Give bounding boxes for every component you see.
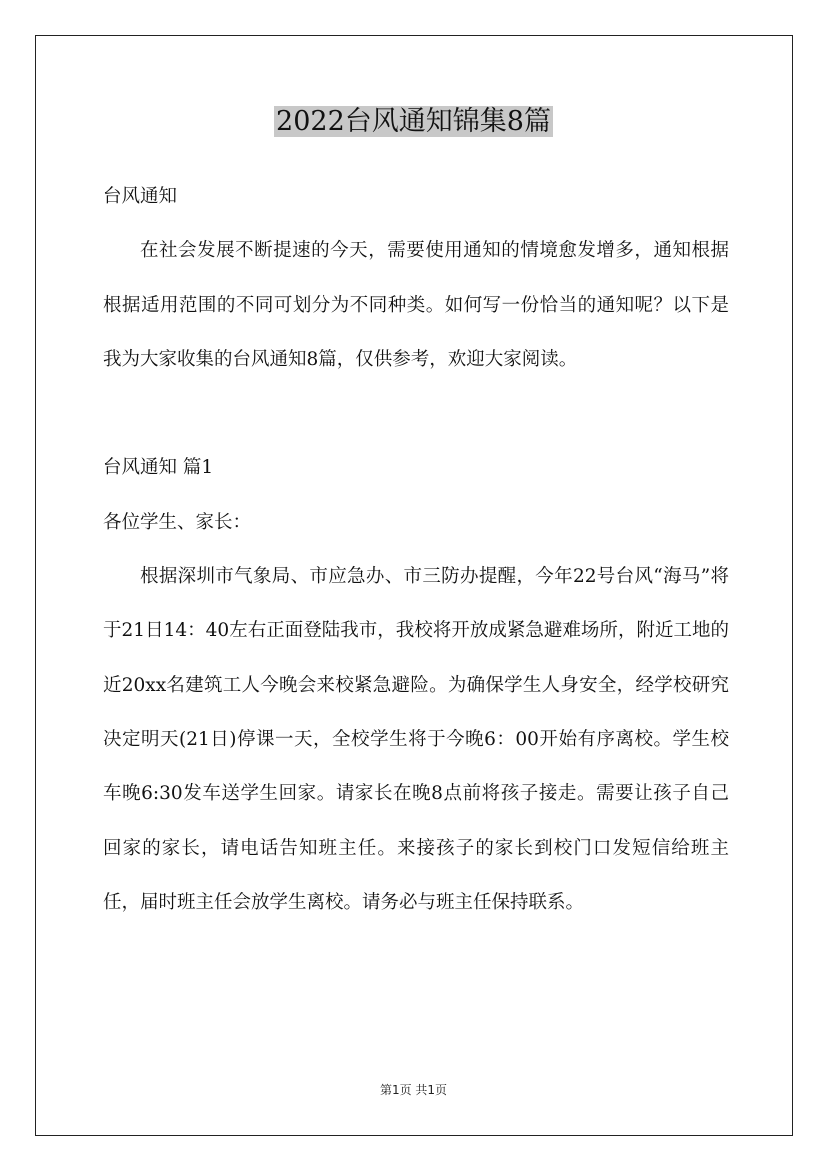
page-footer: 第1页 共1页 <box>379 1083 448 1097</box>
section1-salutation: 各位学生、家长： <box>103 511 252 533</box>
section1-heading: 台风通知 篇1 <box>103 457 214 479</box>
document-title-text: 2022台风通知锦集8篇 <box>276 106 551 137</box>
document-body <box>103 170 729 930</box>
intro-paragraph: 在社会发展不断提速的今天，需要使用通知的情境愈发增多，通知根据根据适用范围的不同可划分为不同种类。如何写一份恰当的通知呢？以下是我为大家收集的台风通知8篇，仅供参考，欢迎大家阅读。 <box>103 240 729 370</box>
intro-heading: 台风通知 <box>103 186 178 207</box>
section1-paragraph: 根据深圳市气象局、市应急办、市三防办提醒，今年22号台风“海马”将于21日14：40左右正面登陆我市，我校将开放成紧急避难场所，附近工地的近20xx名建筑工人今晚会来校紧急避险。为确保学生人身安全，经学校研究决定明天(21日)停课一天，全校学生将于今晚6：00开始有序离校。学生校车晚6:30发车送学生回家。请家长在晚8点前将孩子接走。需要让孩子自己回家的家长，请电话告知班主任。来接孩子的家长到校门口发短信给班主任，届时班主任会放学生离校。请务必与班主任保持联系。 <box>103 566 729 913</box>
document-title <box>0 100 827 144</box>
section-spacer <box>103 387 729 441</box>
